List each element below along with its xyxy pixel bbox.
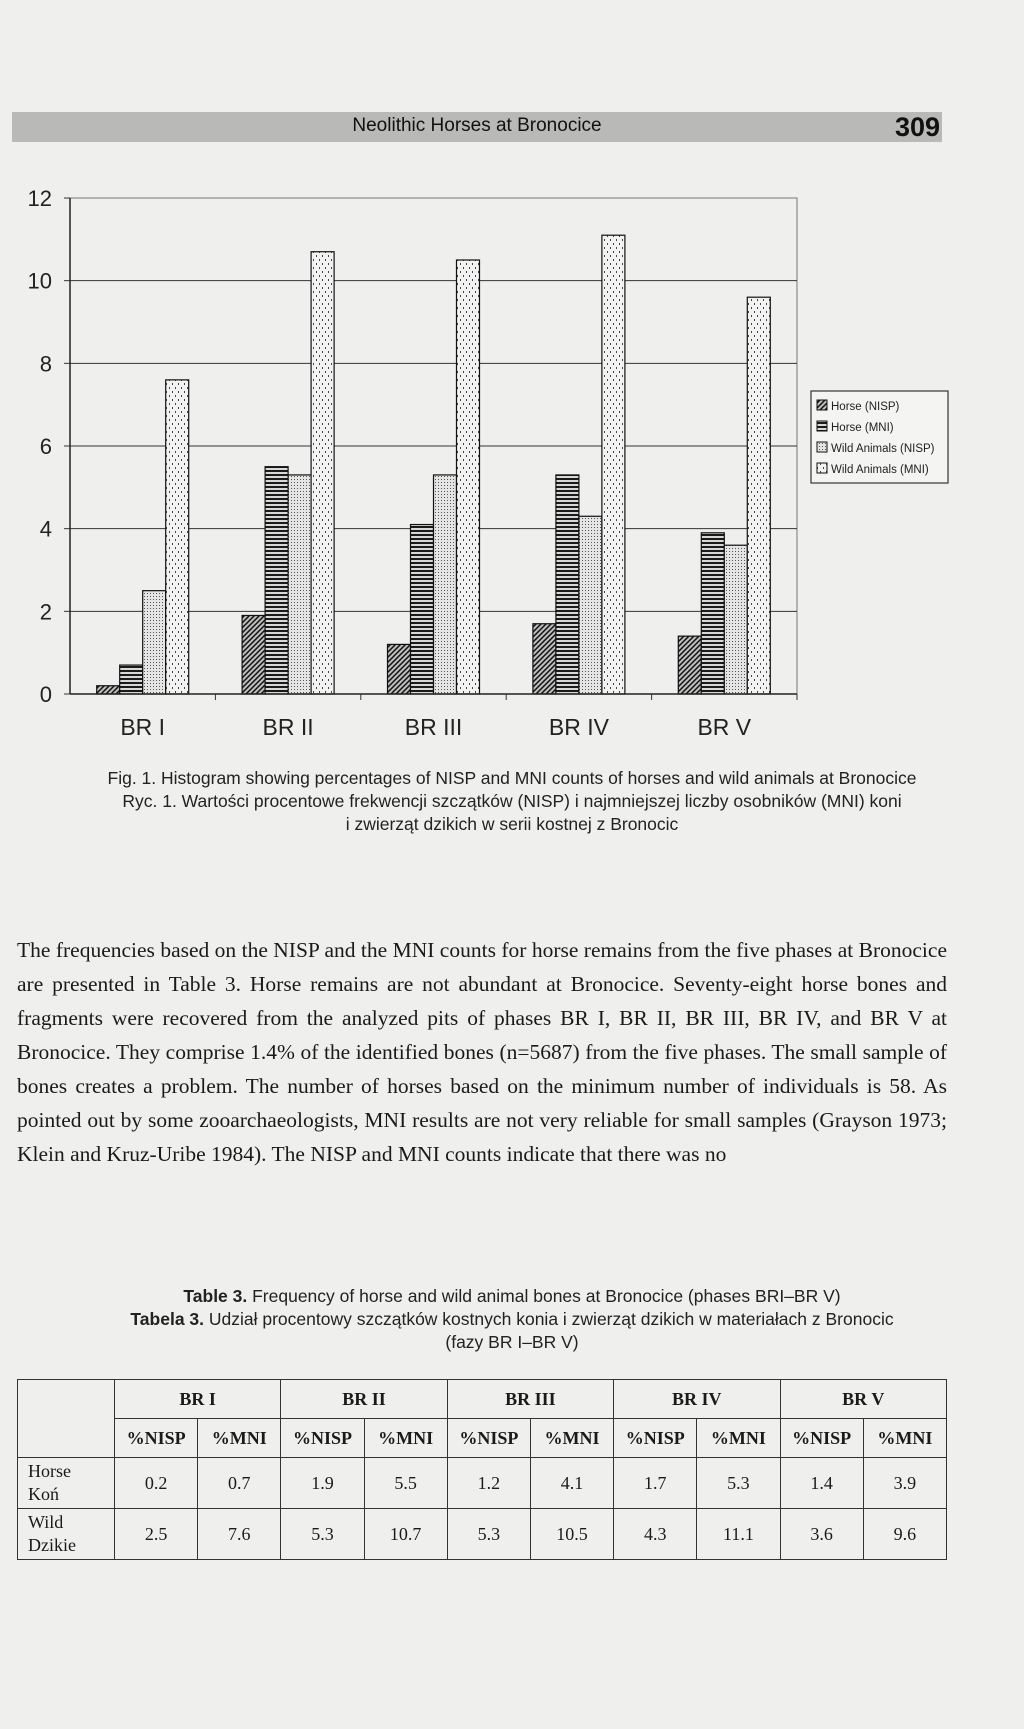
subheader-nisp: %NISP bbox=[780, 1419, 863, 1458]
subheader-mni: %MNI bbox=[530, 1419, 613, 1458]
table-cell: 7.6 bbox=[198, 1509, 281, 1560]
y-tick-label: 2 bbox=[39, 599, 52, 625]
phase-header: BR V bbox=[780, 1380, 947, 1419]
bar bbox=[143, 591, 166, 694]
table-cell: 10.7 bbox=[364, 1509, 447, 1560]
table-row-horse bbox=[18, 1458, 947, 1509]
subheader-nisp: %NISP bbox=[447, 1419, 530, 1458]
table-cell: 4.1 bbox=[530, 1458, 613, 1509]
x-tick-label: BR V bbox=[697, 714, 752, 740]
figure-caption-pl-line2: i zwierząt dzikich w serii kostnej z Bronocic bbox=[345, 814, 679, 834]
bar bbox=[242, 615, 265, 694]
figure-caption-pl-line1: Ryc. 1. Wartości procentowe frekwencji szczątków (NISP) i najmniejszej liczby osobników (MNI) koni bbox=[122, 791, 902, 811]
subheader-nisp: %NISP bbox=[115, 1419, 198, 1458]
subheader-nisp: %NISP bbox=[614, 1419, 697, 1458]
table-corner-cell bbox=[18, 1380, 115, 1458]
bar bbox=[288, 475, 311, 694]
row-label-pl: Dzikie bbox=[28, 1535, 76, 1555]
table-caption-pl-label: Tabela 3. bbox=[130, 1309, 205, 1329]
table-cell: 1.4 bbox=[780, 1458, 863, 1509]
table-cell: 5.3 bbox=[447, 1509, 530, 1560]
bar bbox=[602, 235, 625, 694]
bar bbox=[311, 252, 334, 694]
phase-header: BR I bbox=[115, 1380, 281, 1419]
bar bbox=[678, 636, 701, 694]
table-cell: 4.3 bbox=[614, 1509, 697, 1560]
bar bbox=[120, 665, 143, 694]
subheader-nisp: %NISP bbox=[281, 1419, 364, 1458]
table-cell: 5.3 bbox=[281, 1509, 364, 1560]
legend-swatch bbox=[817, 400, 827, 410]
bar bbox=[747, 297, 770, 694]
phase-header: BR III bbox=[447, 1380, 613, 1419]
running-title: Neolithic Horses at Bronocice bbox=[352, 115, 602, 136]
table-cell: 11.1 bbox=[697, 1509, 780, 1560]
y-tick-label: 12 bbox=[27, 186, 52, 211]
y-tick-label: 8 bbox=[39, 351, 52, 377]
histogram-chart bbox=[0, 170, 1024, 760]
table-caption-pl-line2: (fazy BR I–BR V) bbox=[445, 1332, 579, 1352]
table-caption-pl bbox=[0, 1308, 1024, 1331]
table-phase-header-row bbox=[18, 1380, 947, 1419]
legend-swatch bbox=[817, 421, 827, 431]
y-tick-label: 6 bbox=[39, 434, 52, 459]
y-tick-label: 10 bbox=[27, 268, 52, 294]
row-label-pl: Koń bbox=[28, 1484, 59, 1504]
x-tick-label: BR I bbox=[120, 714, 166, 740]
bar bbox=[457, 260, 480, 694]
table-cell: 10.5 bbox=[530, 1509, 613, 1560]
table-caption-en-label: Table 3. bbox=[183, 1286, 248, 1306]
phase-header: BR IV bbox=[614, 1380, 780, 1419]
bar bbox=[411, 525, 434, 694]
x-tick-label: BR III bbox=[404, 714, 463, 740]
table-cell: 0.7 bbox=[198, 1458, 281, 1509]
bar bbox=[434, 475, 457, 694]
body-paragraph: The frequencies based on the NISP and the MNI counts for horse remains from the five phases at Bronocice are presented in Table 3. Horse remains are not abundant at Bronocice. Seventy-eight horse bones and fragments were recovered from the analyzed pits of phases BR I, BR II, BR III, BR IV, and BR V at Bronocice. They comprise 1.4% of the identified bones (n=5687) from the five phases. The small sample of bones creates a problem. The number of horses based on the minimum number of individuals is 58. As pointed out by some zooarchaeologists, MNI results are not very reliable for small samples (Grayson 1973; Klein and Kruz-Uribe 1984). The NISP and MNI counts indicate that there was no bbox=[17, 938, 947, 1166]
table-cell: 5.3 bbox=[697, 1458, 780, 1509]
page-number: 309 bbox=[894, 112, 940, 142]
table-cell: 3.9 bbox=[863, 1458, 946, 1509]
row-label bbox=[18, 1509, 115, 1560]
subheader-mni: %MNI bbox=[364, 1419, 447, 1458]
table-subheader-row bbox=[18, 1419, 947, 1458]
subheader-mni: %MNI bbox=[198, 1419, 281, 1458]
bar bbox=[724, 545, 747, 694]
legend-swatch bbox=[817, 442, 827, 452]
row-label-en: Wild bbox=[28, 1512, 64, 1532]
bar bbox=[556, 475, 579, 694]
figure-caption-en: Fig. 1. Histogram showing percentages of NISP and MNI counts of horses and wild animals at Bronocice bbox=[107, 768, 917, 788]
table-cell: 1.9 bbox=[281, 1458, 364, 1509]
frequency-table bbox=[17, 1379, 947, 1560]
table-cell: 2.5 bbox=[115, 1509, 198, 1560]
bar bbox=[533, 624, 556, 694]
running-header bbox=[12, 112, 942, 142]
bar bbox=[97, 686, 120, 694]
bar bbox=[166, 380, 189, 694]
legend-label: Wild Animals (MNI) bbox=[831, 464, 929, 476]
table-cell: 1.2 bbox=[447, 1458, 530, 1509]
table-cell: 3.6 bbox=[780, 1509, 863, 1560]
table-cell: 9.6 bbox=[863, 1509, 946, 1560]
table-row-wild bbox=[18, 1509, 947, 1560]
x-tick-label: BR II bbox=[262, 714, 314, 740]
table-caption-pl-text: Udział procentowy szczątków kostnych konia i zwierząt dzikich w materiałach z Bronocic bbox=[204, 1309, 894, 1329]
legend-label: Horse (NISP) bbox=[831, 401, 900, 413]
table-cell: 1.7 bbox=[614, 1458, 697, 1509]
phase-header: BR II bbox=[281, 1380, 447, 1419]
legend-label: Horse (MNI) bbox=[831, 422, 894, 434]
y-tick-label: 4 bbox=[39, 516, 52, 542]
bar bbox=[579, 516, 602, 694]
table-caption-en bbox=[0, 1285, 1024, 1308]
bar bbox=[388, 644, 411, 694]
bar bbox=[265, 467, 288, 694]
subheader-mni: %MNI bbox=[863, 1419, 946, 1458]
bar bbox=[701, 533, 724, 694]
table-cell: 5.5 bbox=[364, 1458, 447, 1509]
row-label bbox=[18, 1458, 115, 1509]
subheader-mni: %MNI bbox=[697, 1419, 780, 1458]
table-caption-en-text: Frequency of horse and wild animal bones at Bronocice (phases BRI–BR V) bbox=[247, 1286, 841, 1306]
row-label-en: Horse bbox=[28, 1461, 71, 1481]
table-cell: 0.2 bbox=[115, 1458, 198, 1509]
y-tick-label: 0 bbox=[39, 682, 52, 707]
x-tick-label: BR IV bbox=[548, 714, 609, 740]
legend-swatch bbox=[817, 463, 827, 473]
legend-label: Wild Animals (NISP) bbox=[831, 443, 935, 455]
